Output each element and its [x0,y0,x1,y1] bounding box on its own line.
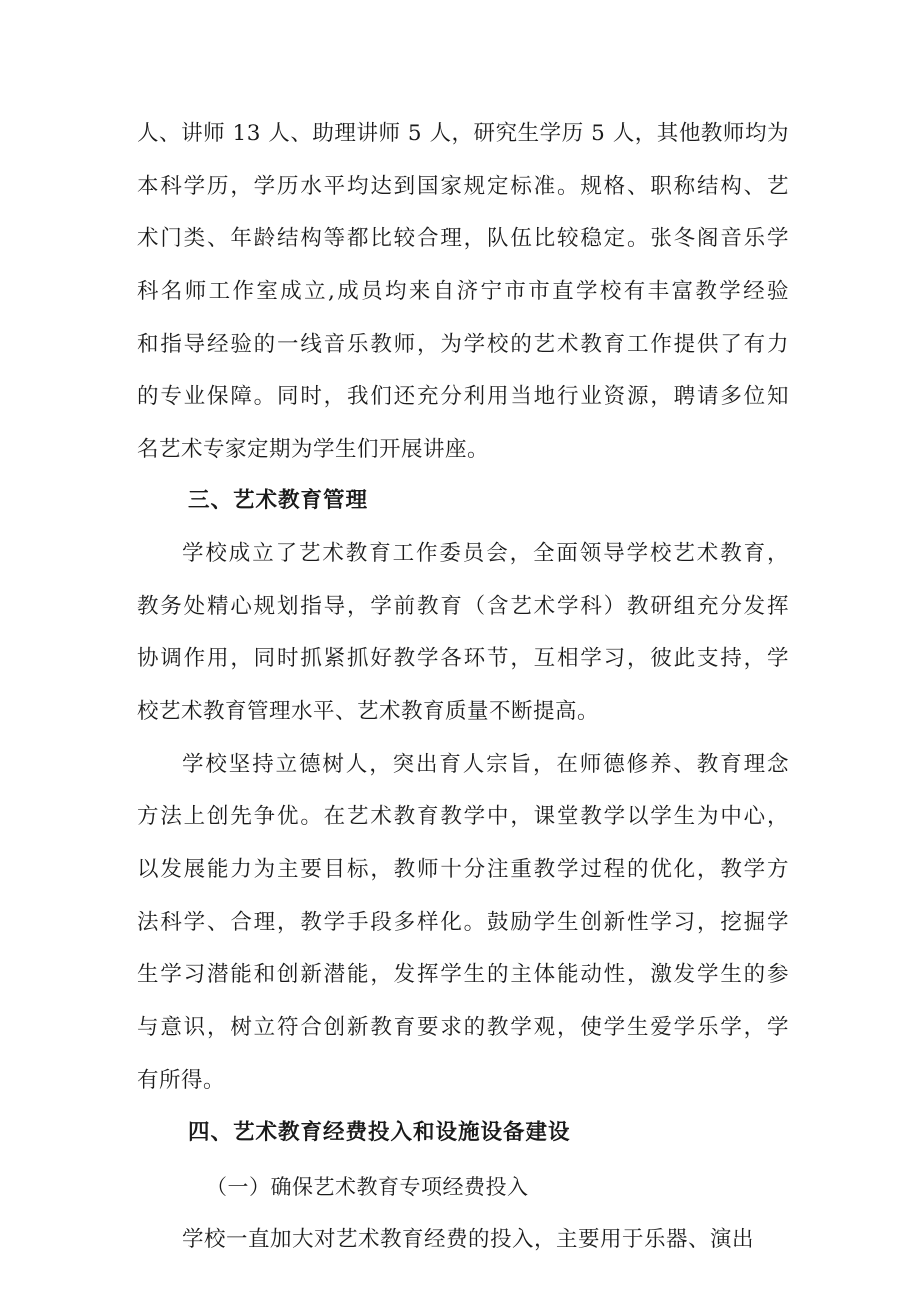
text-line: 法科学、合理，教学手段多样化。鼓励学生创新性学习，挖掘学 [137,910,789,935]
text-line: 的专业保障。同时，我们还充分利用当地行业资源，聘请多位知 [137,384,789,409]
text-line: 本科学历，学历水平均达到国家规定标准。规格、职称结构、艺 [137,174,789,199]
section-4-heading: 四、艺术教育经费投入和设施设备建设 [188,1120,571,1145]
text-line: 校艺术教育管理水平、艺术教育质量不断提高。 [137,699,600,724]
section-3-heading: 三、艺术教育管理 [188,488,369,513]
text-line: 与意识，树立符合创新教育要求的教学观，使学生爱学乐学，学 [137,1015,789,1040]
text-line: 协调作用，同时抓紧抓好教学各环节，互相学习，彼此支持，学 [137,646,789,671]
text-line: 生学习潜能和创新潜能，发挥学生的主体能动性，激发学生的参 [137,962,789,987]
text-line: 学校一直加大对艺术教育经费的投入，主要用于乐器、演出 [182,1227,755,1252]
text-line: 名艺术专家定期为学生们开展讲座。 [137,437,490,462]
text-line: 学校坚持立德树人，突出育人宗旨，在师德修养、教育理念 [182,752,789,777]
text-line: 学校成立了艺术教育工作委员会，全面领导学校艺术教育， [182,541,789,566]
text-line: 教务处精心规划指导，学前教育（含艺术学科）教研组充分发挥 [137,594,789,619]
text-line: 和指导经验的一线音乐教师，为学校的艺术教育工作提供了有力 [137,332,789,357]
text-line: 方法上创先争优。在艺术教育教学中，课堂教学以学生为中心， [137,804,789,829]
text-line: 科名师工作室成立,成员均来自济宁市市直学校有丰富教学经验 [137,279,789,304]
text-line: 以发展能力为主要目标，教师十分注重教学过程的优化，教学方 [137,857,789,882]
text-line: 有所得。 [137,1068,226,1093]
section-4-subheading: （一）确保艺术教育专项经费投入 [206,1175,529,1199]
text-line: 术门类、年龄结构等都比较合理，队伍比较稳定。张冬阁音乐学 [137,226,789,251]
text-line: 人、讲师 13 人、助理讲师 5 人，研究生学历 5 人，其他教师均为 [137,121,789,146]
